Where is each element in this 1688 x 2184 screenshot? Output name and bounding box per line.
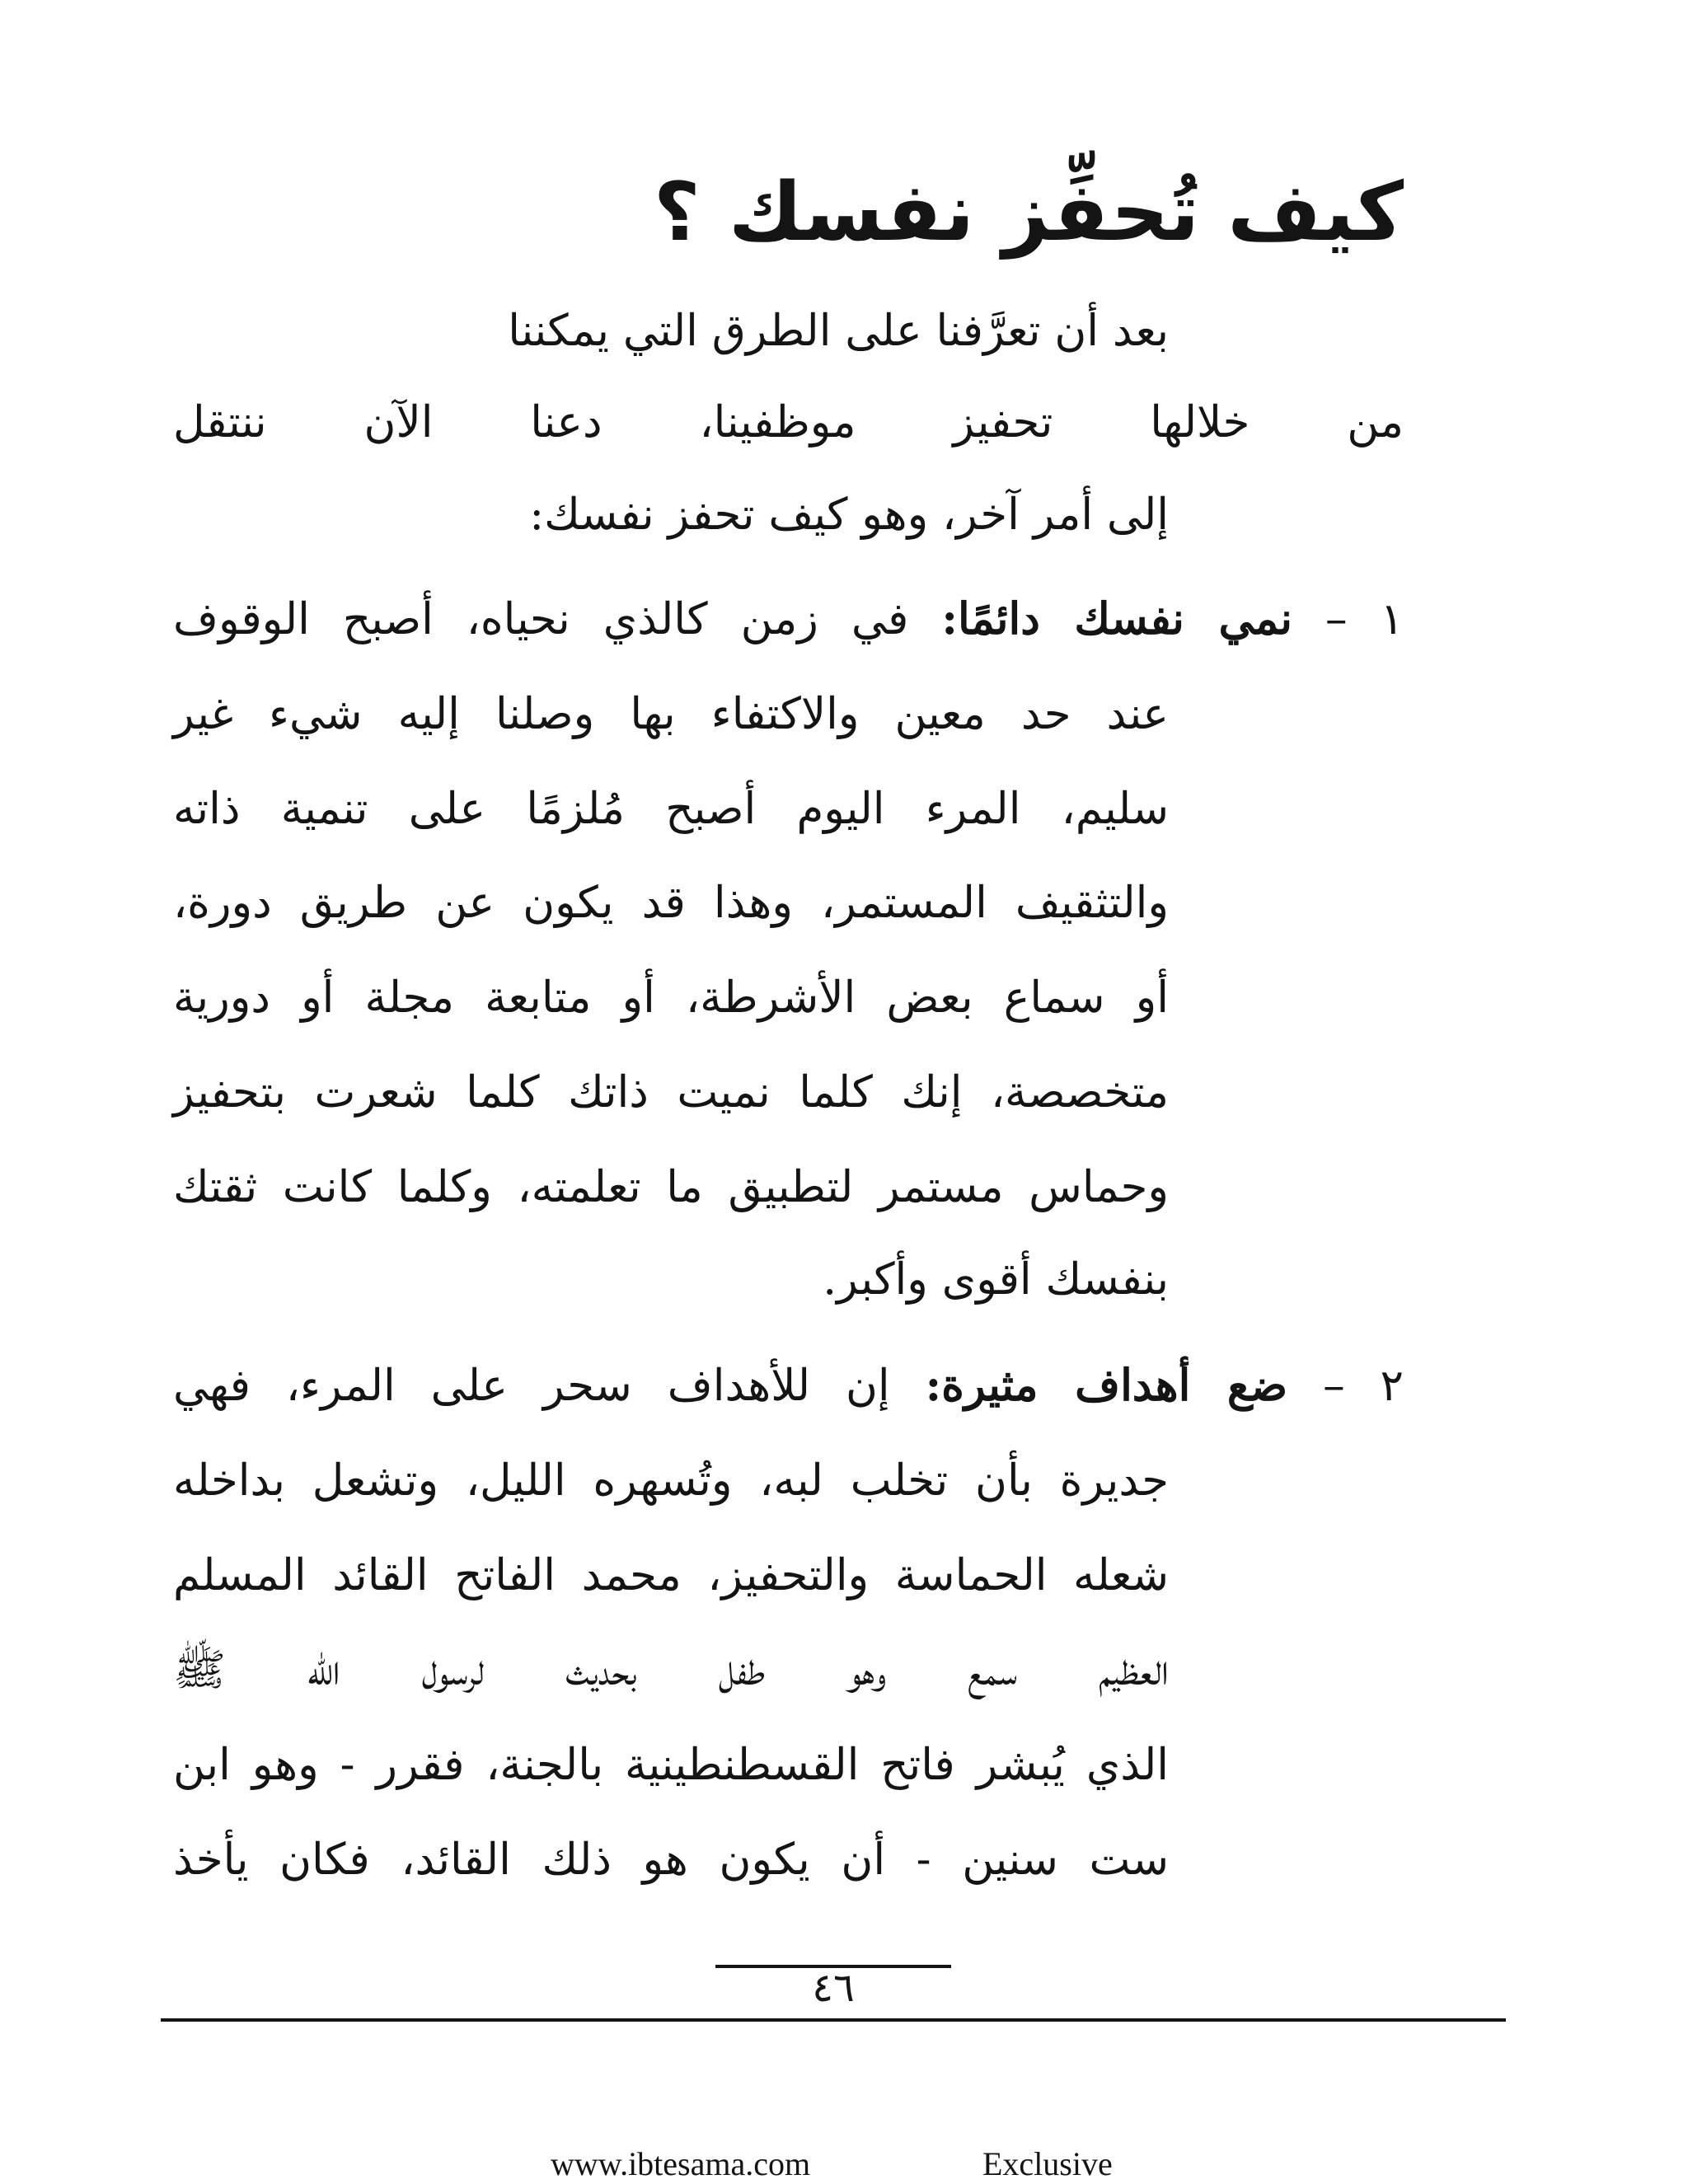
list-item-2-line: العظيم سمع وهو طفل بحديث لرسول الله ﷺ [173,1645,1169,1695]
list-item-2-lead-text: إن للأهداف سحر على المرء، فهي [173,1361,926,1411]
list-item-1-heading: نمي نفسك دائمًا: [941,593,1293,644]
list-item-2-line: جديرة بأن تخلب لبه، وتُسهره الليل، وتشعل بداخله [173,1455,1169,1506]
list-item-1-line: بنفسك أقوى وأكبر. [823,1254,1169,1305]
footer-tag: Exclusive [982,2145,1113,2182]
list-item-1-line: عند حد معين والاكتفاء بها وصلنا إليه شيء غير [173,689,1169,739]
list-item-2-heading: ضع أهداف مثيرة: [925,1360,1288,1411]
intro-line: إلى أمر آخر، وهو كيف تحفز نفسك: [529,490,1169,540]
footer-url: www.ibtesama.com [551,2145,811,2182]
list-item-2-line: الذي يُبشر فاتح القسطنطينية بالجنة، فقرر - وهو ابن [173,1740,1169,1790]
list-item-1-line: أو سماع بعض الأشرطة، أو متابعة مجلة أو دورية [173,972,1169,1023]
list-item-1-lead-text: في زمن كالذي نحياه، أصبح الوقوف [173,594,942,644]
list-item-1-lead [173,593,1404,646]
list-item-1-line: سليم، المرء اليوم أصبح مُلزمًا على تنمية ذاته [173,784,1169,834]
list-item-1-line: والتثقيف المستمر، وهذا قد يكون عن طريق دورة، [173,878,1169,928]
page-number: ٤٦ [812,1965,855,2011]
intro-line: بعد أن تعرَّفنا على الطرق التي يمكننا [508,306,1169,356]
list-item-1-line: وحماس مستمر لتطبيق ما تعلمته، وكلما كانت ثقتك [173,1162,1169,1212]
list-item-2-line: شعله الحماسة والتحفيز، محمد الفاتح القائد المسلم [173,1550,1169,1601]
footer-divider [161,2018,1506,2022]
list-item-1-number: ١ – [1292,594,1404,644]
intro-line: من خلالها تحفيز موظفينا، دعنا الآن ننتقل [173,397,1404,448]
list-item-2-lead [173,1360,1404,1413]
page-title: كيف تُحفِّز نفسك ؟ [653,166,1404,260]
list-item-2-number: ٢ – [1287,1361,1404,1411]
list-item-2-line: ست سنين - أن يكون هو ذلك القائد، فكان يأخذ [173,1835,1169,1885]
list-item-1-line: متخصصة، إنك كلما نميت ذاتك كلما شعرت بتحفيز [173,1067,1169,1118]
